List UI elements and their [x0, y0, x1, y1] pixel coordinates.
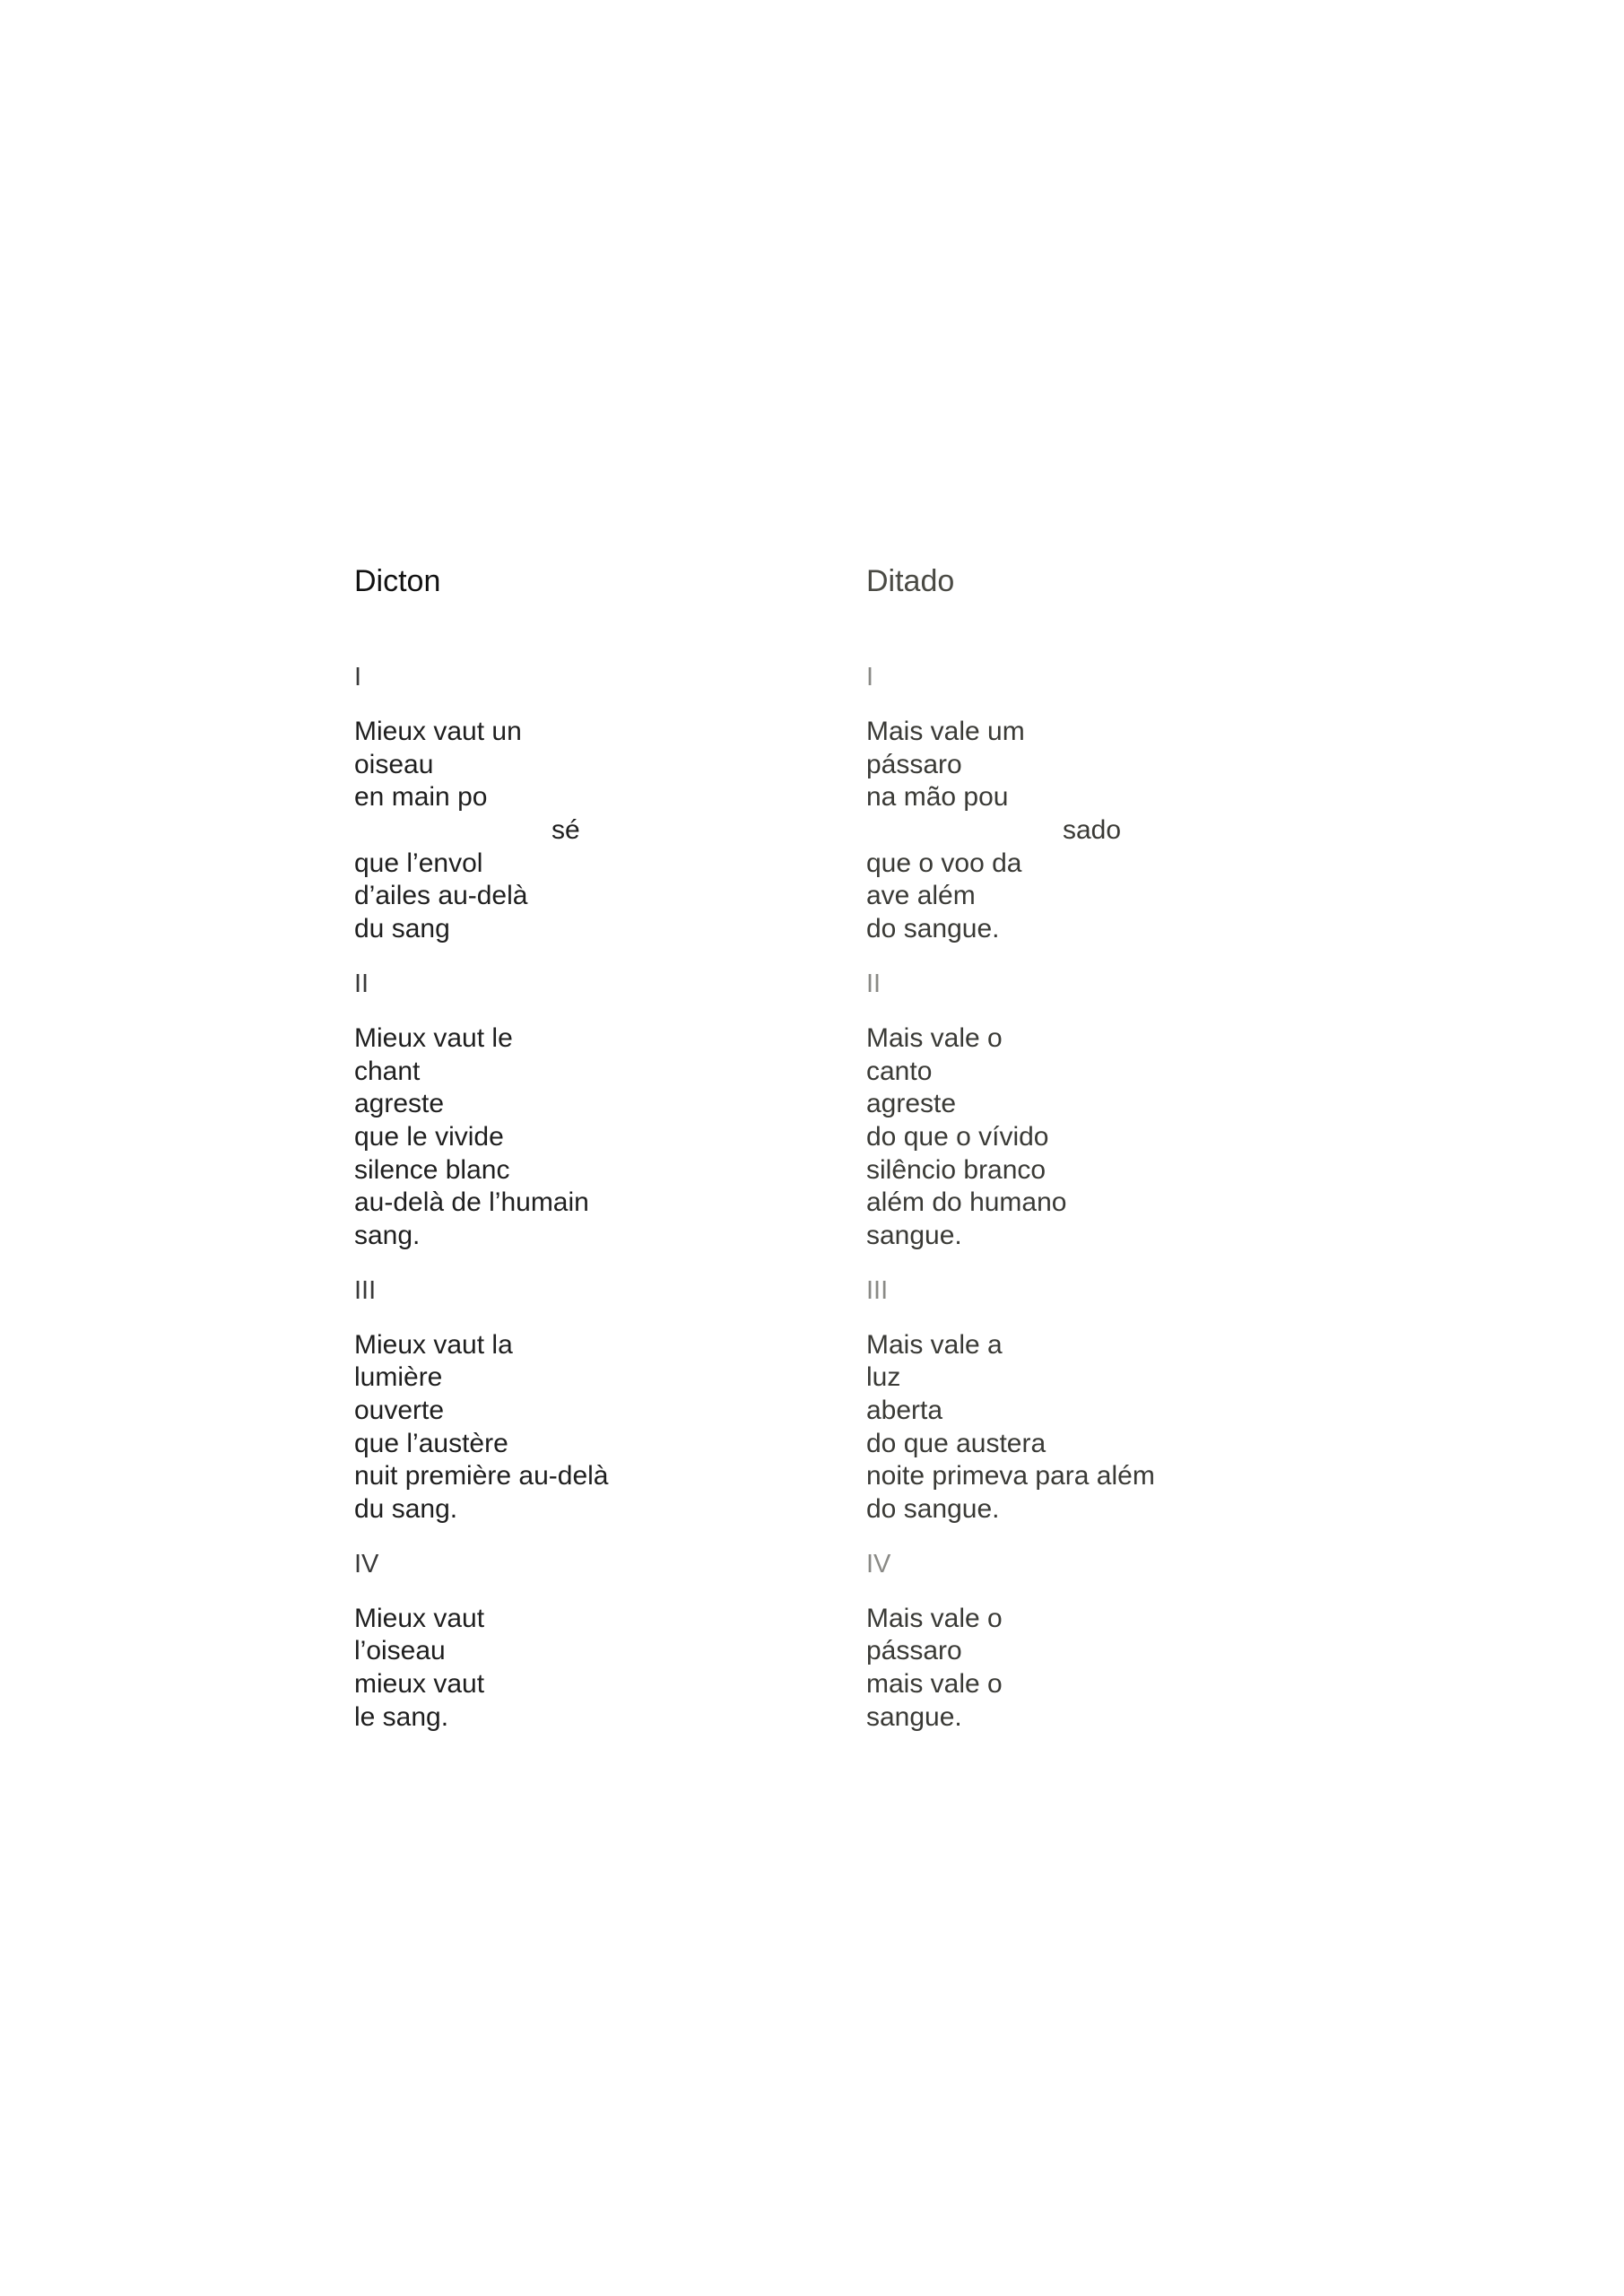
stanza-line: luz	[866, 1362, 901, 1393]
stanza-line: l’oiseau	[354, 1636, 446, 1666]
stanza-line: Mieux vaut	[354, 1603, 485, 1633]
stanza-line: silêncio branco	[866, 1154, 1046, 1185]
stanza-line: além do humano	[866, 1187, 1067, 1218]
stanza-line: do que austera	[866, 1428, 1046, 1458]
portuguese-section-1	[866, 661, 1368, 946]
portuguese-section-number: II	[866, 969, 881, 998]
stanza-line: mais vale o	[866, 1669, 1003, 1700]
stanza-line: Mais vale o	[866, 1022, 1003, 1053]
stanza-line: do sangue.	[866, 914, 1000, 944]
stanza-line: du sang	[354, 914, 450, 944]
stanza-line-indented: sé	[551, 815, 580, 846]
stanza-line: aberta	[866, 1396, 943, 1425]
stanza-line: Mais vale um	[866, 717, 1025, 746]
stanza-line: pássaro	[866, 1636, 962, 1666]
stanza-line: oiseau	[354, 749, 434, 779]
stanza-line: ave além	[866, 881, 976, 911]
french-section-number: I	[354, 663, 362, 691]
stanza-line: que l’envol	[354, 848, 483, 878]
stanza-line: sangue.	[866, 1220, 962, 1250]
stanza-line: que o voo da	[866, 848, 1022, 878]
french-section-3	[354, 1274, 856, 1526]
stanza-line: au-delà de l’humain	[354, 1187, 589, 1218]
stanza-line: chant	[354, 1056, 421, 1086]
french-stanza-3	[354, 1329, 856, 1526]
stanza-line: do que o vívido	[866, 1121, 1049, 1152]
french-section-2	[354, 968, 856, 1253]
stanza-line: Mais vale o	[866, 1603, 1003, 1633]
french-stanza-1	[354, 716, 856, 946]
stanza-line: canto	[866, 1056, 933, 1086]
stanza-line: silence blanc	[354, 1154, 510, 1185]
portuguese-section-number: III	[866, 1275, 889, 1305]
portuguese-poem-title: Ditado	[866, 564, 955, 598]
stanza-line: que le vivide	[354, 1121, 504, 1152]
portuguese-poem-column	[866, 556, 1368, 1735]
stanza-line: Mieux vaut le	[354, 1022, 513, 1053]
portuguese-section-4	[866, 1548, 1368, 1735]
french-poem-column	[354, 556, 856, 1735]
french-section-number: II	[354, 969, 369, 998]
stanza-line: Mais vale a	[866, 1329, 1003, 1360]
stanza-line: agreste	[866, 1089, 957, 1119]
portuguese-section-number: I	[866, 663, 874, 691]
stanza-line: Mieux vaut un	[354, 717, 522, 746]
stanza-line: du sang.	[354, 1494, 458, 1525]
stanza-line: na mão pou	[866, 782, 1009, 813]
french-poem-title: Dicton	[354, 564, 441, 598]
portuguese-stanza-3	[866, 1329, 1368, 1526]
portuguese-section-3	[866, 1274, 1368, 1526]
french-section-number: IV	[354, 1549, 379, 1578]
stanza-line-indented: sado	[1063, 815, 1122, 846]
french-section-4	[354, 1548, 856, 1735]
portuguese-stanza-2	[866, 1022, 1368, 1253]
stanza-line: nuit première au-delà	[354, 1461, 609, 1492]
stanza-line: Mieux vaut la	[354, 1329, 513, 1360]
stanza-line: agreste	[354, 1089, 445, 1119]
french-stanza-2	[354, 1022, 856, 1253]
stanza-line: noite primeva para além	[866, 1461, 1155, 1492]
portuguese-section-number: IV	[866, 1549, 891, 1578]
stanza-line: pássaro	[866, 749, 962, 779]
stanza-line: d’ailes au-delà	[354, 881, 528, 911]
french-section-number: III	[354, 1275, 377, 1305]
french-stanza-4	[354, 1603, 856, 1735]
stanza-line: mieux vaut	[354, 1669, 485, 1700]
french-section-1	[354, 661, 856, 946]
stanza-line: ouverte	[354, 1396, 445, 1425]
stanza-line: que l’austère	[354, 1428, 508, 1458]
stanza-line: lumière	[354, 1362, 443, 1393]
stanza-line: do sangue.	[866, 1494, 1000, 1525]
stanza-line: sangue.	[866, 1701, 962, 1732]
portuguese-section-2	[866, 968, 1368, 1253]
portuguese-stanza-1	[866, 716, 1368, 946]
portuguese-stanza-4	[866, 1603, 1368, 1735]
stanza-line: sang.	[354, 1220, 421, 1250]
stanza-line: le sang.	[354, 1701, 449, 1732]
stanza-line: en main po	[354, 782, 488, 813]
